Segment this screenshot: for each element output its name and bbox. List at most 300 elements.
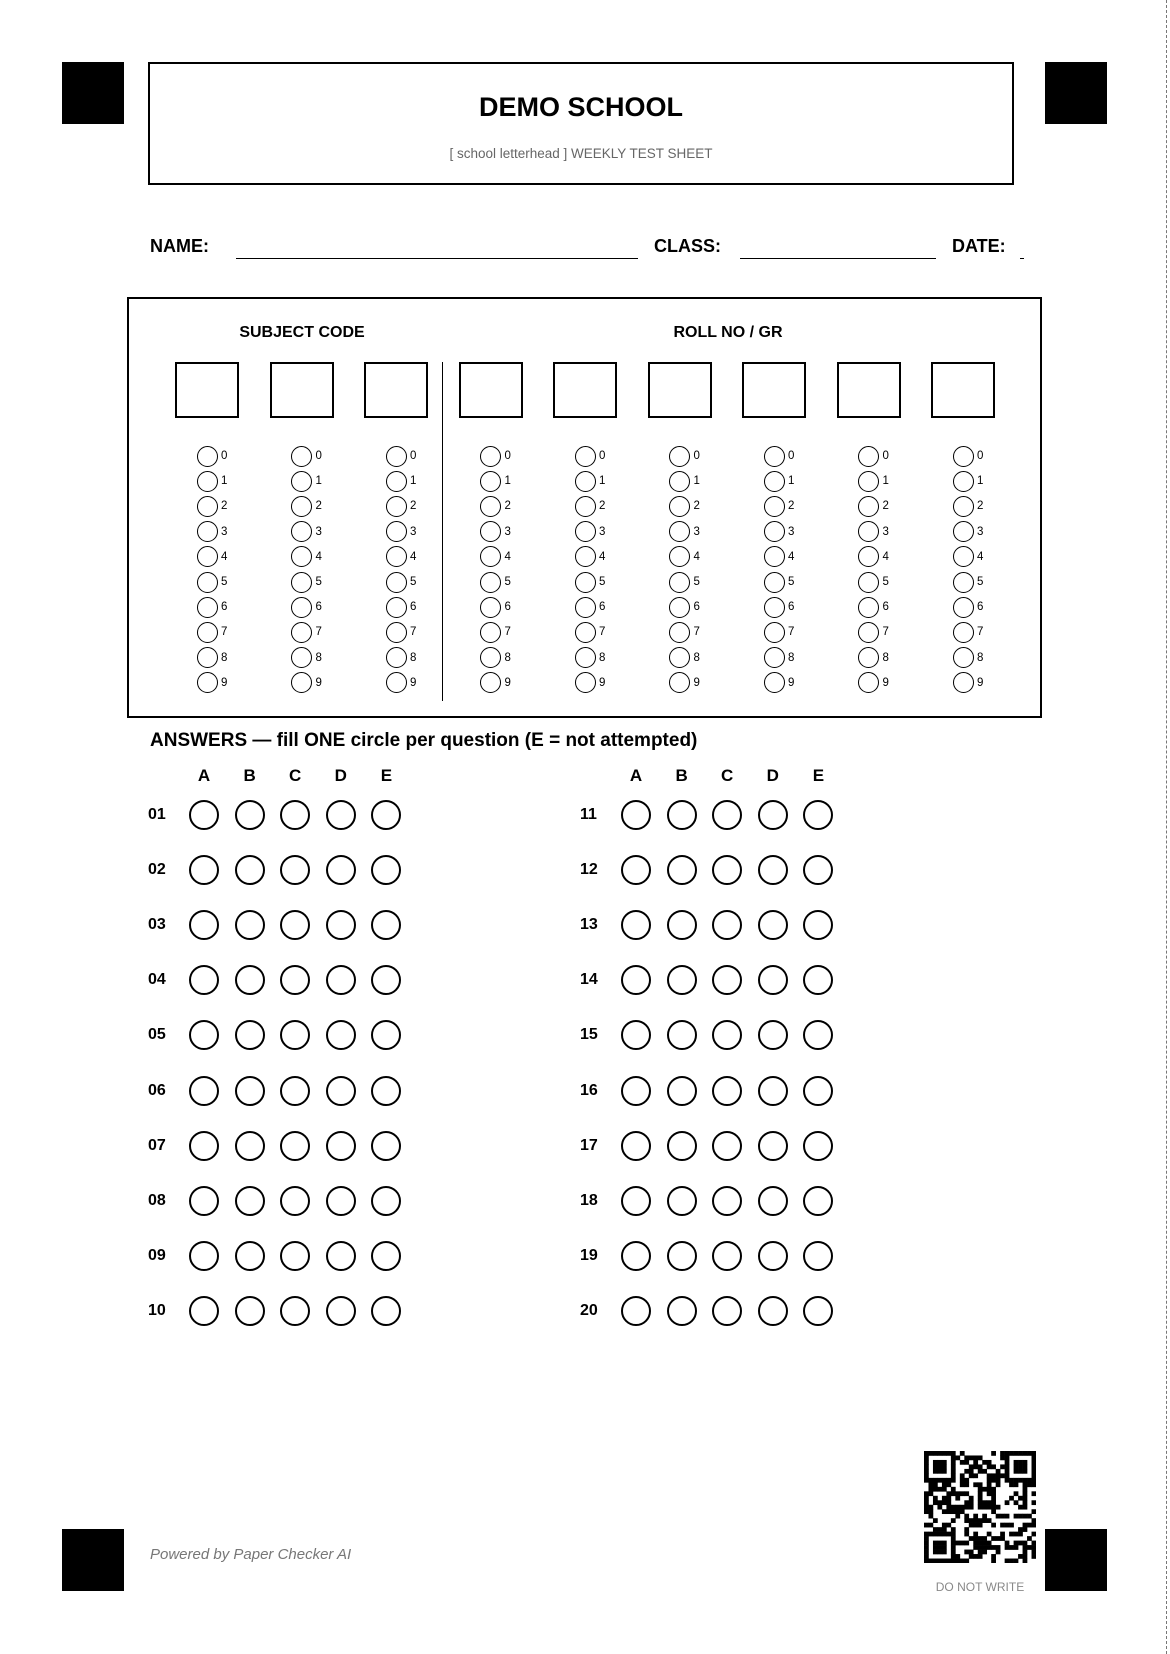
answer-bubble-c[interactable] xyxy=(280,1131,310,1161)
answer-bubble-e[interactable] xyxy=(371,800,401,830)
answer-bubble-d[interactable] xyxy=(758,1186,788,1216)
roll-number-bubble[interactable] xyxy=(575,471,596,492)
subject-code-digit-label: 0 xyxy=(221,450,228,462)
subject-code-bubble[interactable] xyxy=(291,647,312,668)
subject-code-bubble[interactable] xyxy=(386,521,407,542)
qr-module xyxy=(937,1487,942,1492)
roll-number-bubble[interactable] xyxy=(764,597,785,618)
qr-module xyxy=(964,1505,969,1510)
subject-code-entry-box[interactable] xyxy=(364,362,428,418)
answer-bubble-d[interactable] xyxy=(758,855,788,885)
roll-number-bubble[interactable] xyxy=(669,496,690,517)
answer-bubble-a[interactable] xyxy=(189,1076,219,1106)
roll-number-bubble[interactable] xyxy=(575,572,596,593)
roll-number-bubble[interactable] xyxy=(669,572,690,593)
answer-bubble-e[interactable] xyxy=(803,965,833,995)
answer-bubble-b[interactable] xyxy=(235,1020,265,1050)
answer-bubble-c[interactable] xyxy=(712,1076,742,1106)
answer-bubble-d[interactable] xyxy=(326,1076,356,1106)
answer-bubble-a[interactable] xyxy=(189,1186,219,1216)
subject-code-digit-label: 6 xyxy=(315,601,322,614)
qr-module xyxy=(1032,1523,1036,1528)
subject-code-entry-box[interactable] xyxy=(175,362,239,418)
qr-module xyxy=(937,1545,942,1550)
subject-code-bubble[interactable] xyxy=(291,622,312,643)
qr-module xyxy=(973,1554,978,1559)
roll-number-digit-label: 0 xyxy=(788,450,795,462)
roll-number-bubble[interactable] xyxy=(480,572,501,593)
question-number: 03 xyxy=(148,916,166,934)
answer-bubble-d[interactable] xyxy=(326,800,356,830)
answer-bubble-e[interactable] xyxy=(371,965,401,995)
roll-number-bubble[interactable] xyxy=(575,446,596,467)
answer-bubble-e[interactable] xyxy=(803,800,833,830)
answer-bubble-e[interactable] xyxy=(371,1241,401,1271)
qr-module xyxy=(942,1469,947,1474)
roll-number-bubble[interactable] xyxy=(858,647,879,668)
qr-module xyxy=(982,1460,987,1465)
registration-marker-bottom-left xyxy=(62,1529,124,1591)
qr-module xyxy=(982,1536,987,1541)
subject-code-bubble[interactable] xyxy=(197,672,218,693)
qr-module xyxy=(978,1545,983,1550)
roll-number-bubble[interactable] xyxy=(480,446,501,467)
roll-number-bubble[interactable] xyxy=(764,446,785,467)
qr-module xyxy=(996,1473,1001,1478)
qr-module xyxy=(982,1514,987,1519)
answer-bubble-c[interactable] xyxy=(712,965,742,995)
qr-module xyxy=(937,1541,942,1546)
answer-bubble-c[interactable] xyxy=(712,1020,742,1050)
answer-bubble-d[interactable] xyxy=(326,910,356,940)
subject-code-bubble[interactable] xyxy=(291,446,312,467)
roll-number-digit-label: 0 xyxy=(882,450,889,462)
qr-module xyxy=(1009,1496,1014,1501)
roll-number-bubble[interactable] xyxy=(858,521,879,542)
qr-module xyxy=(1000,1532,1005,1537)
answer-bubble-b[interactable] xyxy=(235,910,265,940)
answer-bubble-b[interactable] xyxy=(235,800,265,830)
question-number: 01 xyxy=(148,806,166,823)
answer-bubble-d[interactable] xyxy=(326,1186,356,1216)
roll-number-bubble[interactable] xyxy=(953,572,974,593)
qr-module xyxy=(1027,1545,1032,1550)
subject-code-entry-box[interactable] xyxy=(270,362,334,418)
answer-bubble-b[interactable] xyxy=(235,1076,265,1106)
qr-module xyxy=(1014,1500,1019,1505)
qr-module xyxy=(955,1491,960,1496)
answer-bubble-a[interactable] xyxy=(621,1020,651,1050)
answer-bubble-b[interactable] xyxy=(667,1020,697,1050)
subject-code-bubble[interactable] xyxy=(197,647,218,668)
roll-number-bubble[interactable] xyxy=(858,597,879,618)
roll-number-bubble[interactable] xyxy=(764,471,785,492)
answer-bubble-e[interactable] xyxy=(803,1131,833,1161)
subject-code-bubble[interactable] xyxy=(291,496,312,517)
answer-bubble-a[interactable] xyxy=(189,910,219,940)
roll-number-digit-label: 9 xyxy=(599,676,606,689)
roll-number-bubble[interactable] xyxy=(764,622,785,643)
subject-code-bubble[interactable] xyxy=(386,672,407,693)
answer-bubble-c[interactable] xyxy=(280,855,310,885)
roll-number-bubble[interactable] xyxy=(858,496,879,517)
answer-bubble-a[interactable] xyxy=(189,1020,219,1050)
answer-bubble-a[interactable] xyxy=(621,800,651,830)
answer-bubble-d[interactable] xyxy=(326,855,356,885)
roll-number-digit-label: 0 xyxy=(599,450,606,462)
qr-module xyxy=(1032,1451,1036,1456)
answer-bubble-c[interactable] xyxy=(712,1186,742,1216)
answer-bubble-c[interactable] xyxy=(712,1296,742,1326)
roll-number-bubble[interactable] xyxy=(669,647,690,668)
roll-number-digit-label: 1 xyxy=(599,475,606,488)
qr-module xyxy=(933,1500,938,1505)
qr-module xyxy=(1032,1482,1036,1487)
qr-module xyxy=(933,1559,938,1563)
roll-number-digit-label: 8 xyxy=(504,651,511,664)
subject-code-bubble[interactable] xyxy=(386,446,407,467)
qr-module xyxy=(951,1541,956,1546)
answer-bubble-d[interactable] xyxy=(758,1296,788,1326)
question-number: 13 xyxy=(580,916,598,934)
qr-module xyxy=(955,1505,960,1510)
roll-number-digit-label: 6 xyxy=(882,601,889,614)
answer-bubble-a[interactable] xyxy=(189,1131,219,1161)
answer-bubble-d[interactable] xyxy=(758,1241,788,1271)
subject-code-bubble[interactable] xyxy=(386,622,407,643)
qr-module xyxy=(973,1455,978,1460)
qr-module xyxy=(928,1487,933,1492)
roll-number-bubble[interactable] xyxy=(858,572,879,593)
answer-bubble-e[interactable] xyxy=(371,1131,401,1161)
answer-bubble-c[interactable] xyxy=(712,800,742,830)
answer-bubble-a[interactable] xyxy=(189,1241,219,1271)
answer-bubble-e[interactable] xyxy=(803,1076,833,1106)
roll-number-bubble[interactable] xyxy=(858,446,879,467)
roll-number-bubble[interactable] xyxy=(669,446,690,467)
roll-number-bubble[interactable] xyxy=(669,597,690,618)
qr-module xyxy=(978,1541,983,1546)
subject-code-bubble[interactable] xyxy=(291,471,312,492)
subject-code-digit-label: 5 xyxy=(410,576,417,588)
answer-bubble-d[interactable] xyxy=(326,1241,356,1271)
qr-module xyxy=(1005,1473,1010,1478)
name-field[interactable] xyxy=(236,258,638,259)
qr-module xyxy=(1018,1514,1023,1519)
answer-bubble-d[interactable] xyxy=(758,1131,788,1161)
qr-module xyxy=(937,1460,942,1465)
answer-bubble-e[interactable] xyxy=(803,855,833,885)
answer-bubble-b[interactable] xyxy=(235,1186,265,1216)
answer-bubble-c[interactable] xyxy=(280,1296,310,1326)
subject-code-bubble[interactable] xyxy=(386,572,407,593)
answer-bubble-a[interactable] xyxy=(621,1296,651,1326)
answer-bubble-e[interactable] xyxy=(371,1076,401,1106)
roll-number-digit-label: 6 xyxy=(599,601,606,614)
subject-code-bubble[interactable] xyxy=(291,572,312,593)
answer-bubble-b[interactable] xyxy=(235,1131,265,1161)
answer-bubble-a[interactable] xyxy=(189,800,219,830)
qr-module xyxy=(942,1541,947,1546)
answer-bubble-a[interactable] xyxy=(189,855,219,885)
answer-bubble-c[interactable] xyxy=(712,855,742,885)
answer-bubble-e[interactable] xyxy=(803,1020,833,1050)
answer-bubble-c[interactable] xyxy=(280,1076,310,1106)
subject-code-bubble[interactable] xyxy=(386,647,407,668)
roll-number-entry-box[interactable] xyxy=(459,362,523,418)
roll-number-digit-label: 4 xyxy=(977,550,984,563)
roll-number-entry-box[interactable] xyxy=(742,362,806,418)
answer-bubble-b[interactable] xyxy=(235,965,265,995)
subject-code-bubble[interactable] xyxy=(197,572,218,593)
answer-bubble-c[interactable] xyxy=(280,1241,310,1271)
roll-number-entry-box[interactable] xyxy=(837,362,901,418)
qr-module xyxy=(978,1550,983,1555)
answer-bubble-c[interactable] xyxy=(712,910,742,940)
qr-module xyxy=(933,1464,938,1469)
roll-number-digit-label: 0 xyxy=(504,450,511,462)
answer-bubble-d[interactable] xyxy=(758,965,788,995)
roll-number-bubble[interactable] xyxy=(858,622,879,643)
qr-module xyxy=(1027,1482,1032,1487)
roll-number-bubble[interactable] xyxy=(575,622,596,643)
qr-module xyxy=(933,1451,938,1456)
roll-number-bubble[interactable] xyxy=(953,622,974,643)
answer-bubble-c[interactable] xyxy=(712,1241,742,1271)
answer-bubble-b[interactable] xyxy=(667,1241,697,1271)
roll-number-bubble[interactable] xyxy=(480,622,501,643)
roll-number-bubble[interactable] xyxy=(953,446,974,467)
answer-bubble-a[interactable] xyxy=(621,1241,651,1271)
qr-module xyxy=(973,1482,978,1487)
subject-code-bubble[interactable] xyxy=(197,622,218,643)
subject-code-bubble[interactable] xyxy=(291,521,312,542)
roll-number-bubble[interactable] xyxy=(953,597,974,618)
qr-module xyxy=(1032,1469,1036,1474)
subject-code-digit-label: 7 xyxy=(410,626,417,639)
answer-bubble-e[interactable] xyxy=(371,1186,401,1216)
roll-number-bubble[interactable] xyxy=(575,521,596,542)
qr-module xyxy=(964,1559,969,1563)
answer-bubble-d[interactable] xyxy=(758,1020,788,1050)
answer-bubble-b[interactable] xyxy=(667,910,697,940)
roll-number-bubble[interactable] xyxy=(575,546,596,567)
answer-bubble-b[interactable] xyxy=(667,1186,697,1216)
answer-bubble-b[interactable] xyxy=(235,1296,265,1326)
cut-line xyxy=(1166,0,1167,1654)
qr-module xyxy=(1018,1469,1023,1474)
answer-bubble-e[interactable] xyxy=(803,1241,833,1271)
qr-module xyxy=(1005,1455,1010,1460)
date-field[interactable] xyxy=(1020,258,1024,259)
answer-bubble-a[interactable] xyxy=(621,910,651,940)
qr-module xyxy=(987,1482,992,1487)
roll-number-digit-label: 2 xyxy=(504,500,511,513)
roll-number-bubble[interactable] xyxy=(764,546,785,567)
answer-bubble-a[interactable] xyxy=(189,965,219,995)
answer-bubble-d[interactable] xyxy=(326,1296,356,1326)
subject-code-digit-label: 2 xyxy=(315,500,322,513)
answer-bubble-a[interactable] xyxy=(621,855,651,885)
qr-module xyxy=(942,1523,947,1528)
roll-number-bubble[interactable] xyxy=(953,496,974,517)
subject-code-bubble[interactable] xyxy=(197,546,218,567)
answer-bubble-d[interactable] xyxy=(758,1076,788,1106)
answer-bubble-b[interactable] xyxy=(235,1241,265,1271)
answer-bubble-a[interactable] xyxy=(621,1076,651,1106)
qr-module xyxy=(928,1482,933,1487)
roll-number-digit-label: 9 xyxy=(788,676,795,689)
answer-bubble-d[interactable] xyxy=(326,965,356,995)
qr-module xyxy=(1023,1559,1028,1563)
qr-module xyxy=(1005,1469,1010,1474)
answer-bubble-d[interactable] xyxy=(326,1131,356,1161)
roll-number-bubble[interactable] xyxy=(764,521,785,542)
question-number: 02 xyxy=(148,861,166,879)
roll-number-entry-box[interactable] xyxy=(648,362,712,418)
answer-bubble-b[interactable] xyxy=(667,1076,697,1106)
answer-bubble-a[interactable] xyxy=(621,1131,651,1161)
qr-module xyxy=(1014,1469,1019,1474)
roll-number-bubble[interactable] xyxy=(764,647,785,668)
roll-number-bubble[interactable] xyxy=(953,546,974,567)
roll-number-bubble[interactable] xyxy=(575,496,596,517)
answer-bubble-a[interactable] xyxy=(621,1186,651,1216)
qr-module xyxy=(996,1545,1001,1550)
roll-number-digit-label: 7 xyxy=(788,626,795,639)
subject-code-bubble[interactable] xyxy=(386,471,407,492)
answer-bubble-e[interactable] xyxy=(371,1020,401,1050)
qr-module xyxy=(1018,1527,1023,1532)
subject-code-digit-label: 4 xyxy=(315,550,322,563)
roll-number-bubble[interactable] xyxy=(575,597,596,618)
answer-bubble-c[interactable] xyxy=(280,1186,310,1216)
roll-number-bubble[interactable] xyxy=(953,521,974,542)
subject-code-bubble[interactable] xyxy=(197,446,218,467)
roll-number-bubble[interactable] xyxy=(764,672,785,693)
subject-code-bubble[interactable] xyxy=(197,496,218,517)
qr-module xyxy=(933,1496,938,1501)
subject-code-bubble[interactable] xyxy=(197,597,218,618)
roll-number-digit-label: 8 xyxy=(882,651,889,664)
qr-module xyxy=(1023,1487,1028,1492)
answer-bubble-b[interactable] xyxy=(235,855,265,885)
answer-bubble-b[interactable] xyxy=(667,800,697,830)
answer-bubble-c[interactable] xyxy=(712,1131,742,1161)
subject-code-bubble[interactable] xyxy=(386,496,407,517)
roll-number-digit-label: 3 xyxy=(693,525,700,538)
question-number: 04 xyxy=(148,971,166,989)
answer-bubble-d[interactable] xyxy=(758,910,788,940)
answer-bubble-b[interactable] xyxy=(667,965,697,995)
roll-number-bubble[interactable] xyxy=(953,471,974,492)
qr-module xyxy=(964,1532,969,1537)
qr-module xyxy=(1005,1559,1010,1563)
answer-bubble-e[interactable] xyxy=(803,1186,833,1216)
subject-code-bubble[interactable] xyxy=(197,471,218,492)
roll-number-bubble[interactable] xyxy=(480,647,501,668)
answer-bubble-d[interactable] xyxy=(758,800,788,830)
option-header-a: A xyxy=(629,766,643,785)
roll-number-bubble[interactable] xyxy=(669,622,690,643)
roll-number-bubble[interactable] xyxy=(764,572,785,593)
subject-code-bubble[interactable] xyxy=(386,597,407,618)
qr-module xyxy=(1018,1505,1023,1510)
qr-module xyxy=(946,1491,951,1496)
class-label: CLASS: xyxy=(654,236,721,256)
roll-number-bubble[interactable] xyxy=(480,471,501,492)
answer-bubble-e[interactable] xyxy=(371,1296,401,1326)
roll-number-bubble[interactable] xyxy=(480,597,501,618)
question-number: 11 xyxy=(580,806,597,823)
subject-code-digit-label: 7 xyxy=(221,626,228,639)
qr-module xyxy=(924,1455,929,1460)
qr-module xyxy=(973,1541,978,1546)
roll-number-bubble[interactable] xyxy=(669,471,690,492)
answer-bubble-b[interactable] xyxy=(667,855,697,885)
qr-module xyxy=(1023,1496,1028,1501)
subject-code-bubble[interactable] xyxy=(291,597,312,618)
roll-number-bubble[interactable] xyxy=(669,521,690,542)
answer-bubble-c[interactable] xyxy=(280,800,310,830)
qr-module xyxy=(1032,1550,1036,1555)
powered-by-note: Powered by Paper Checker AI xyxy=(150,1546,352,1563)
answer-bubble-e[interactable] xyxy=(803,1296,833,1326)
roll-number-bubble[interactable] xyxy=(575,647,596,668)
qr-module xyxy=(973,1464,978,1469)
roll-number-bubble[interactable] xyxy=(953,647,974,668)
answer-bubble-a[interactable] xyxy=(189,1296,219,1326)
roll-number-bubble[interactable] xyxy=(858,471,879,492)
answer-bubble-b[interactable] xyxy=(667,1296,697,1326)
roll-number-bubble[interactable] xyxy=(480,521,501,542)
question-number: 07 xyxy=(148,1136,166,1154)
qr-module xyxy=(1023,1451,1028,1456)
answer-bubble-d[interactable] xyxy=(326,1020,356,1050)
roll-number-digit-label: 5 xyxy=(882,576,889,588)
qr-module xyxy=(978,1464,983,1469)
qr-module xyxy=(924,1509,929,1514)
answer-bubble-e[interactable] xyxy=(371,910,401,940)
qr-module xyxy=(964,1482,969,1487)
answer-bubble-c[interactable] xyxy=(280,910,310,940)
subject-code-digit-label: 3 xyxy=(315,525,322,538)
subject-code-bubble[interactable] xyxy=(197,521,218,542)
answer-bubble-c[interactable] xyxy=(280,965,310,995)
roll-number-digit-label: 1 xyxy=(504,475,511,488)
option-header-e: E xyxy=(380,766,393,785)
roll-number-entry-box[interactable] xyxy=(931,362,995,418)
roll-number-bubble[interactable] xyxy=(953,672,974,693)
answer-bubble-a[interactable] xyxy=(621,965,651,995)
answer-bubble-b[interactable] xyxy=(667,1131,697,1161)
answer-bubble-e[interactable] xyxy=(803,910,833,940)
qr-module xyxy=(955,1559,960,1563)
header-box xyxy=(148,62,1014,185)
question-number: 10 xyxy=(148,1301,166,1319)
qr-module xyxy=(982,1487,987,1492)
answer-bubble-e[interactable] xyxy=(371,855,401,885)
qr-module xyxy=(991,1478,996,1483)
subject-code-bubble[interactable] xyxy=(386,546,407,567)
answer-bubble-c[interactable] xyxy=(280,1020,310,1050)
roll-number-bubble[interactable] xyxy=(764,496,785,517)
roll-number-entry-box[interactable] xyxy=(553,362,617,418)
roll-number-bubble[interactable] xyxy=(575,672,596,693)
subject-code-digit-label: 0 xyxy=(410,450,417,462)
class-field[interactable] xyxy=(740,258,936,259)
roll-number-bubble[interactable] xyxy=(480,496,501,517)
